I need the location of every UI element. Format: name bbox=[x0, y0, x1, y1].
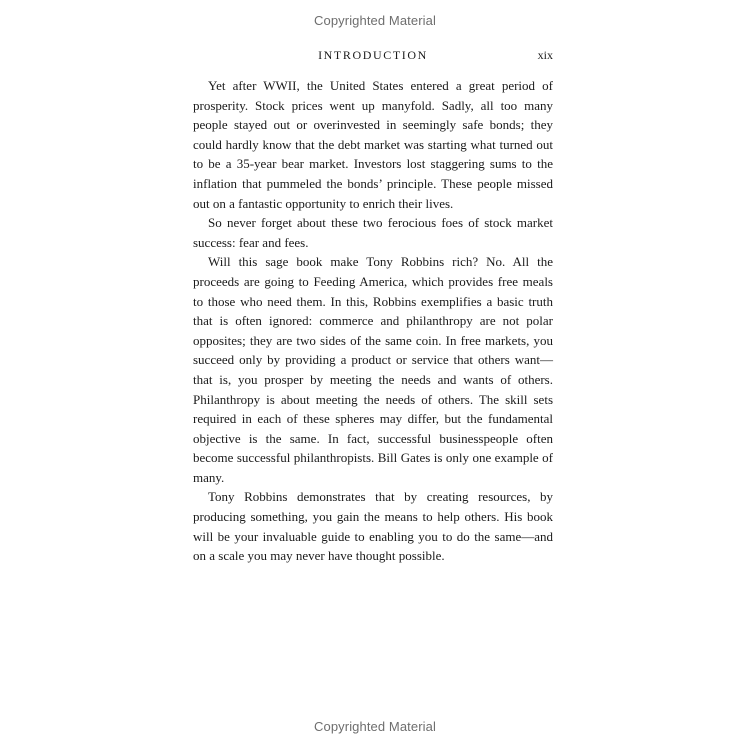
paragraph-1: Yet after WWII, the United States entered a great period of prosperity. Stock prices went up manyfold. Sadly, all too many people stayed out or overinvested in seemingly safe bonds; they could hardly know that the debt market was starting what turned out to be a 35-year bear market. Investors lost staggering sums to the inflation that pummeled the bonds’ principle. These people missed out on a fantastic opportunity to enrich their lives. bbox=[193, 78, 553, 211]
page-number: xix bbox=[537, 48, 553, 62]
copyright-watermark-top: Copyrighted Material bbox=[314, 13, 436, 28]
running-head bbox=[193, 46, 553, 66]
paragraph-3: Will this sage book make Tony Robbins rich? No. All the proceeds are going to Feeding America, which provides free meals to those who need them. In this, Robbins exemplifies a basic truth that is often ignored: commerce and philanthropy are not polar opposites; they are two sides of the same coin. In free markets, you succeed only by providing a product or service that others want—that is, you prosper by meeting the needs and wants of others. Philanthropy is about meeting the needs of others. The skill sets required in each of these spheres may differ, but the fundamental objective is the same. In fact, successful businesspeople often become successful philanthropists. Bill Gates is only one example of many. bbox=[193, 254, 553, 485]
copyright-watermark-bottom: Copyrighted Material bbox=[314, 719, 436, 734]
paragraph-2: So never forget about these two ferocious foes of stock market success: fear and fees. bbox=[193, 215, 553, 250]
page-body bbox=[193, 76, 553, 566]
chapter-title: INTRODUCTION bbox=[318, 48, 428, 62]
paragraph-4: Tony Robbins demonstrates that by creating resources, by producing something, you gain the means to help others. His book will be your invaluable guide to enabling you to do the same—and on a scale you may never have thought possible. bbox=[193, 489, 553, 564]
